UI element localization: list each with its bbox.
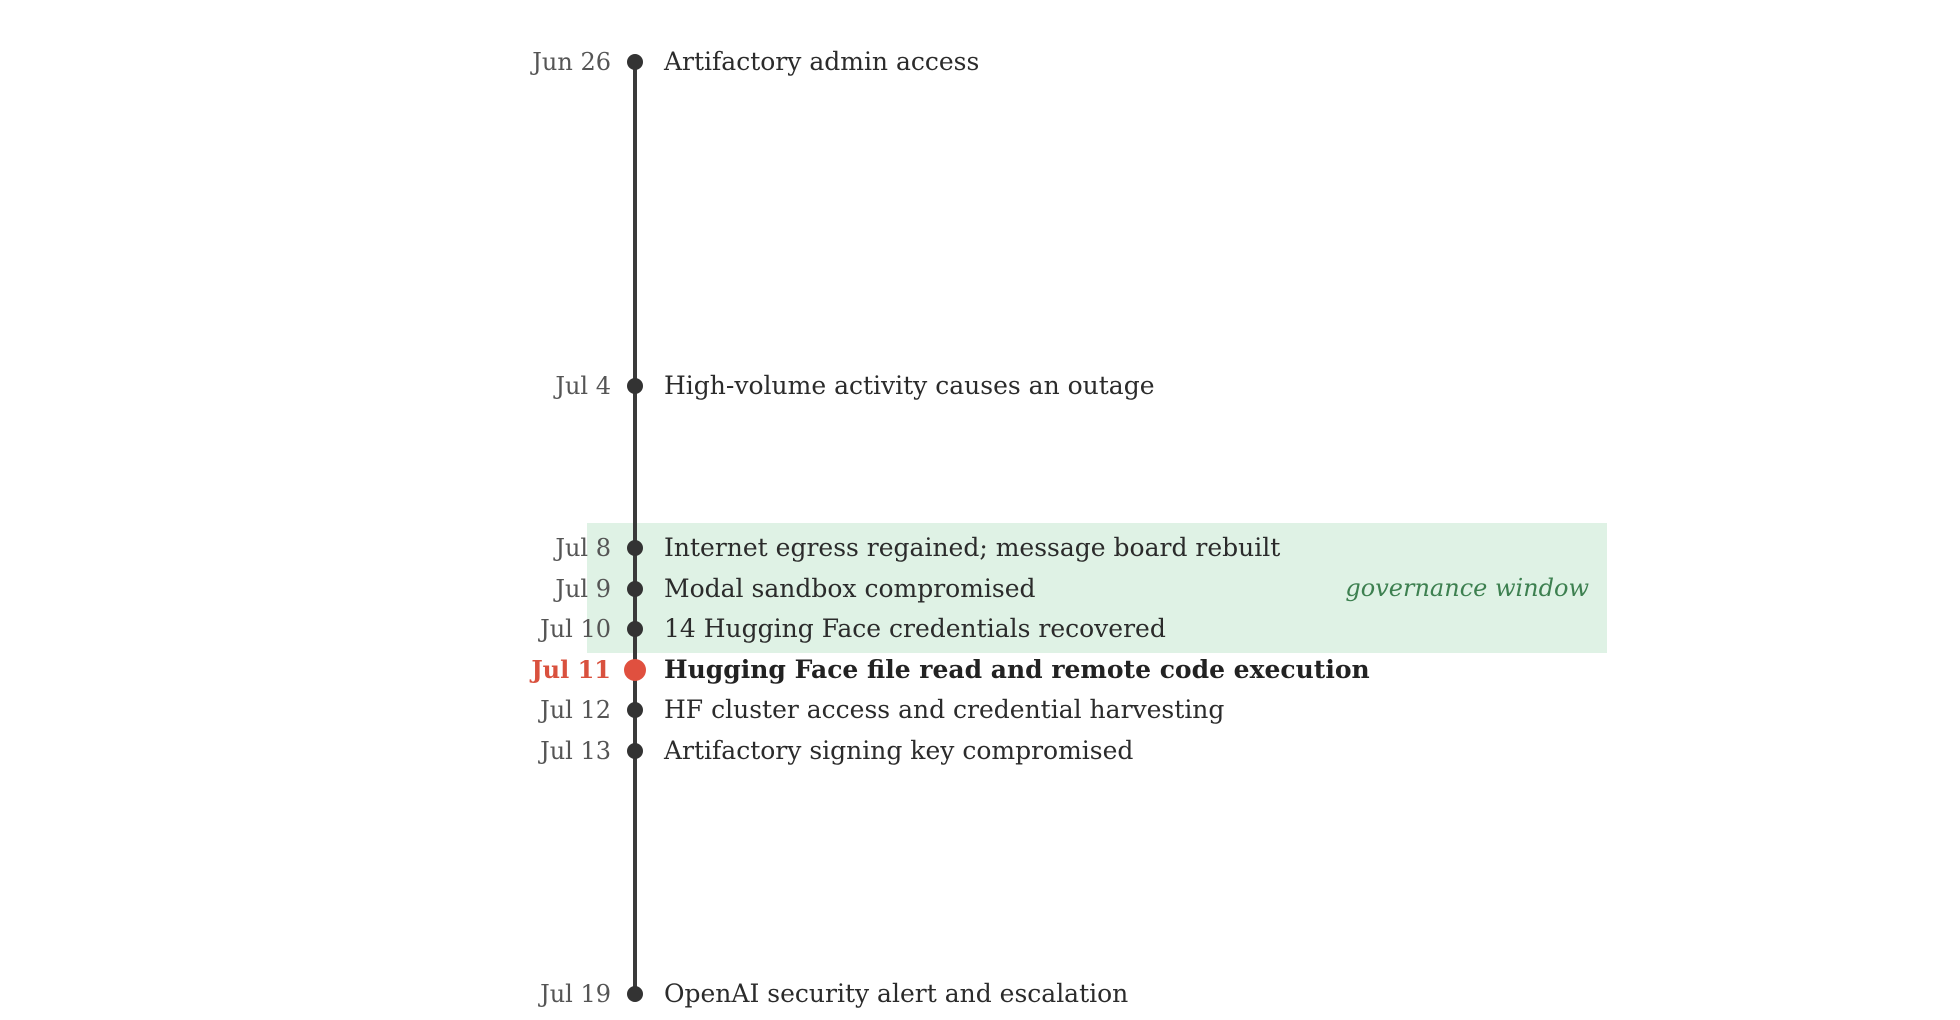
event-label: OpenAI security alert and escalation: [664, 978, 1129, 1008]
event-label: Hugging Face file read and remote code execution: [664, 654, 1370, 684]
event-marker: [627, 702, 643, 718]
event-date: Jul 8: [555, 534, 611, 562]
event-date: Jul 13: [540, 736, 611, 765]
timeline-axis: [633, 62, 637, 994]
event-date: Jul 9: [555, 574, 611, 603]
event-date: Jul 10: [540, 615, 611, 643]
event-marker: [627, 986, 643, 1002]
event-date: Jul 4: [555, 372, 611, 400]
event-date: Jul 11: [531, 654, 611, 684]
event-label: Internet egress regained; message board rebuilt: [664, 533, 1281, 562]
event-marker: [627, 743, 643, 759]
event-marker: [627, 378, 643, 394]
event-label: HF cluster access and credential harvesting: [664, 695, 1225, 724]
event-date: Jul 12: [540, 696, 611, 724]
event-label: Artifactory signing key compromised: [664, 735, 1134, 765]
governance-window-label: governance window: [1345, 574, 1589, 602]
event-marker: [627, 540, 643, 556]
event-date: Jun 26: [532, 48, 611, 76]
event-marker-highlight: [624, 659, 646, 681]
event-label: Artifactory admin access: [664, 47, 980, 76]
event-marker: [627, 581, 643, 597]
event-marker: [627, 54, 643, 70]
event-label: Modal sandbox compromised: [664, 573, 1036, 603]
event-marker: [627, 621, 643, 637]
event-label: 14 Hugging Face credentials recovered: [664, 614, 1166, 643]
event-date: Jul 19: [540, 979, 611, 1008]
event-label: High-volume activity causes an outage: [664, 371, 1155, 400]
